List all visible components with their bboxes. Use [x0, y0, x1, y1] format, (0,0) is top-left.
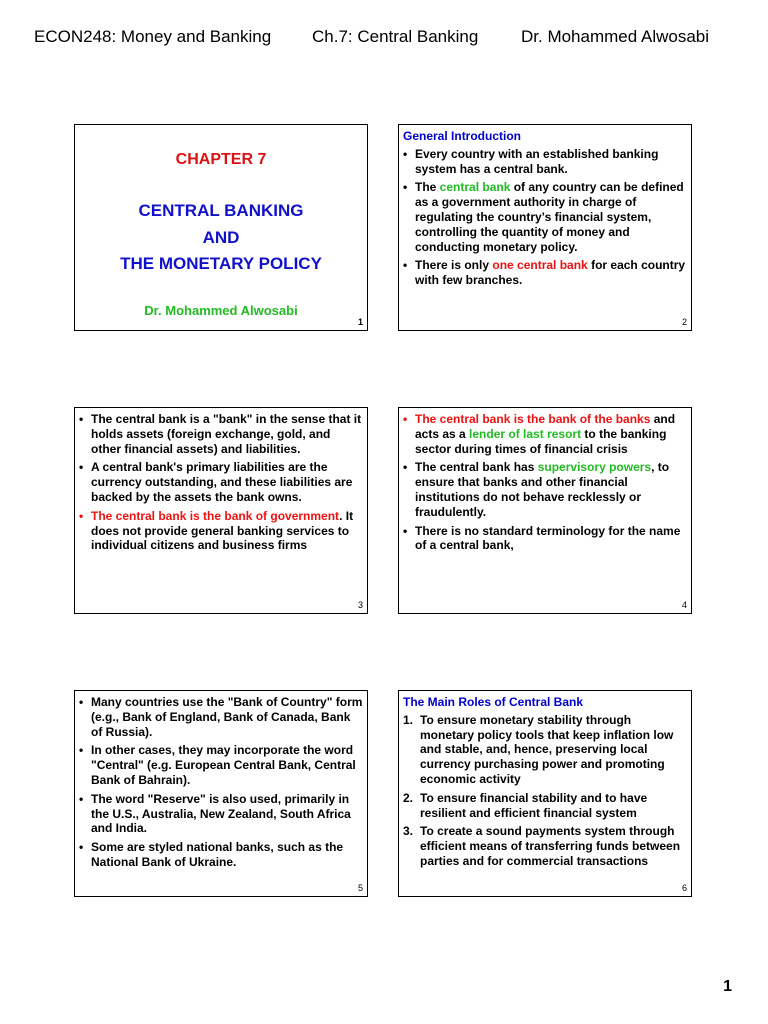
slide-number: 6	[681, 883, 687, 893]
slide-1	[74, 124, 368, 331]
bullet-item: • Some are styled national banks, such as the National Bank of Ukraine.	[79, 840, 363, 870]
title-line: THE MONETARY POLICY	[120, 254, 322, 273]
bullet-item: • In other cases, they may incorporate the word "Central" (e.g. European Central Bank, Central Bank of Bahrain).	[79, 743, 363, 787]
slide-5	[74, 690, 368, 897]
page-number: 1	[723, 978, 732, 995]
highlight-text: The central bank is the bank of the banks	[415, 412, 651, 426]
numbered-item: 2. To ensure financial stability and to have resilient and efficient financial system	[403, 791, 687, 821]
bullet-item: • The central bank of any country can be defined as a government authority in charge of regulating the country’s financial system, controlling the quantity of money and conducting monetary policy.	[403, 180, 687, 254]
highlight-text: one central bank	[492, 258, 588, 273]
slide-author: Dr. Mohammed Alwosabi	[144, 303, 298, 318]
bullet-item: • Every country with an established banking system has a central bank.	[403, 147, 687, 177]
slide-number: 5	[357, 883, 363, 893]
slide-6	[398, 690, 692, 897]
slide-3	[74, 407, 368, 614]
highlight-text: supervisory powers	[537, 460, 652, 475]
slide-number: 1	[357, 317, 363, 327]
title-line: CENTRAL BANKING	[138, 201, 304, 220]
author-name: Dr. Mohammed Alwosabi	[521, 27, 710, 46]
slide-number: 3	[357, 600, 363, 610]
course-title: ECON248: Money and Banking	[34, 27, 272, 46]
slide-title: The Main Roles of Central Bank	[403, 695, 584, 709]
highlight-text: The central bank is the bank of government	[91, 508, 340, 523]
bullet-item: • The word "Reserve" is also used, primarily in the U.S., Australia, New Zealand, South Africa and India.	[79, 792, 363, 836]
slide-2	[398, 124, 692, 331]
bullet-item: • A central bank's primary liabilities are the currency outstanding, and these liabilities are backed by the assets the bank owns.	[79, 460, 363, 504]
bullet-item: • There is only one central bank for each country with few branches.	[403, 258, 687, 288]
highlight-text: central bank	[439, 180, 511, 195]
bullet-item: • The central bank is the bank of the banks and acts as a lender of last resort to the banking sector during times of financial crisis	[403, 412, 687, 456]
bullet-item: • The central bank is a "bank" in the sense that it holds assets (foreign exchange, gold, and other financial assets) and liabilities.	[79, 412, 363, 456]
chapter-title: Ch.7: Central Banking	[312, 27, 479, 46]
bullet-item: • The central bank is the bank of government. It does not provide general banking services to individual citizens and business firms	[79, 509, 363, 553]
slide-4	[398, 407, 692, 614]
slide-title: General Introduction	[403, 129, 522, 143]
slide-number: 4	[681, 600, 687, 610]
highlight-text: lender of last resort	[469, 426, 582, 441]
title-line: AND	[202, 227, 240, 247]
bullet-item: • The central bank has supervisory powers, to ensure that banks and other financial institutions do not behave recklessly or fraudulently.	[403, 460, 687, 519]
numbered-item: 1. To ensure monetary stability through monetary policy tools that keep inflation low and stable, and, hence, preserving local currency purchasing power and promoting economic activity	[403, 713, 687, 787]
slide-number: 2	[681, 317, 687, 327]
slide-title	[75, 198, 367, 278]
numbered-item: 3. To create a sound payments system through efficient means of transferring funds between parties and for commercial transactions	[403, 824, 687, 868]
bullet-item: • Many countries use the "Bank of Country" form (e.g., Bank of England, Bank of Canada, Bank of Russia).	[79, 695, 363, 739]
chapter-heading: CHAPTER 7	[175, 151, 267, 168]
bullet-item: • There is no standard terminology for the name of a central bank,	[403, 524, 687, 554]
